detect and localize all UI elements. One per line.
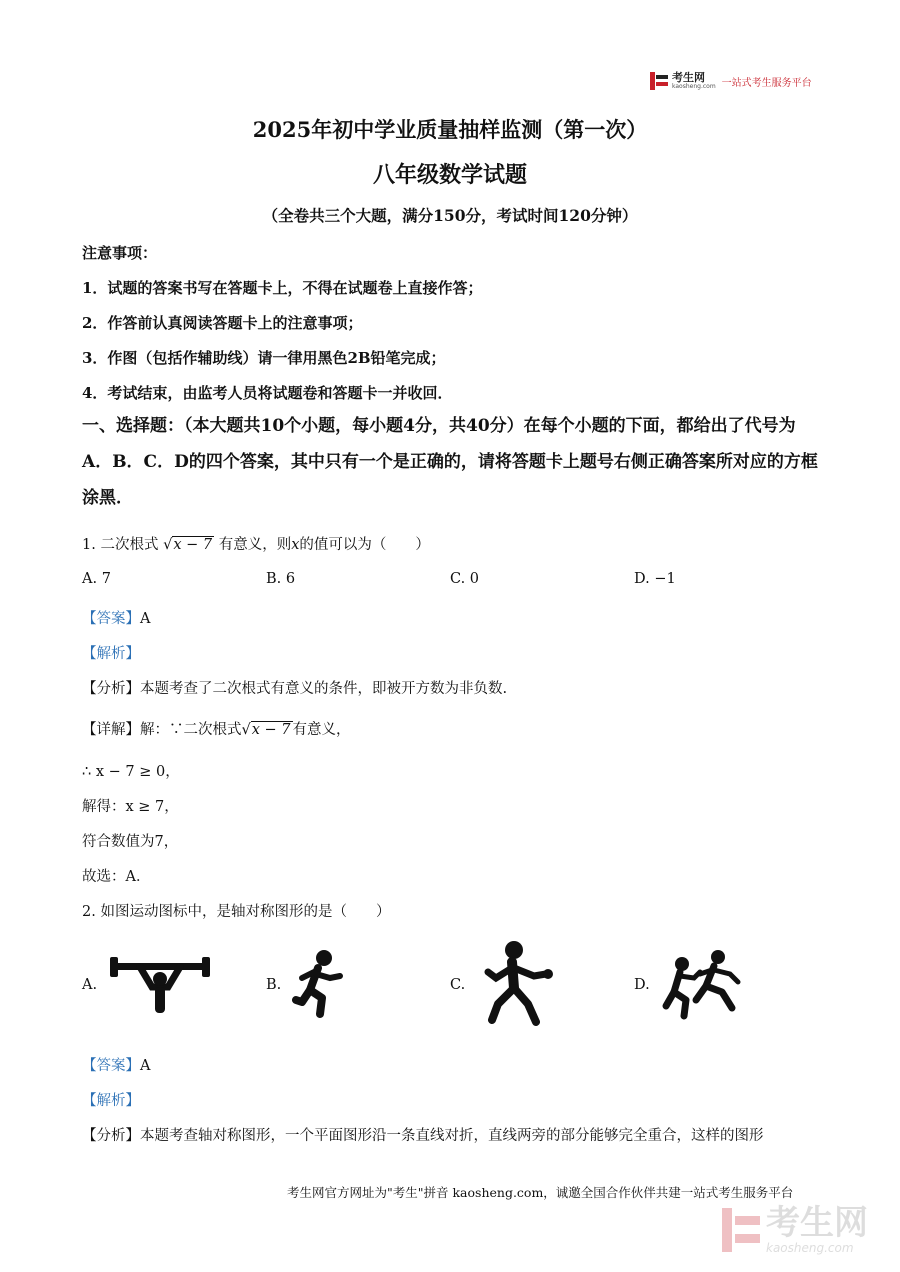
q1-step-4: 故选：A． — [82, 869, 151, 885]
radical-sign: √ — [163, 537, 173, 553]
watermark-logo-icon — [722, 1208, 760, 1252]
logo-slogan: 一站式考生服务平台 — [721, 77, 812, 89]
q1-suffix2: 的值可以为（ ） — [299, 537, 430, 553]
q1-var: x — [291, 537, 300, 553]
fenxi-text: 本题考查轴对称图形，一个平面图形沿一条直线对折，直线两旁的部分能够完全重合，这样的图形 — [140, 1128, 764, 1144]
two-runners-icon — [660, 948, 742, 1020]
boxer-icon — [484, 940, 556, 1026]
fenxi-tag: 【分析】 — [82, 681, 140, 697]
page-footer: 考生网官方网址为"考生"拼音 kaosheng.com，诚邀全国合作伙伴共建一站式考生服务平台 — [287, 1185, 794, 1200]
q1-option-a: A. 7 — [82, 571, 111, 587]
q1-step-1: ∴ x − 7 ≥ 0， — [82, 764, 180, 780]
logo-name: 考生网 — [672, 71, 705, 84]
q2-label-a: A. — [82, 977, 98, 993]
watermark — [722, 1205, 868, 1255]
fenxi-tag: 【分析】 — [82, 1128, 140, 1144]
kaosheng-logo-icon — [650, 72, 668, 90]
question-2-stem: 2. 如图运动图标中，是轴对称图形的是（ ） — [82, 904, 391, 920]
q1-detail — [82, 718, 351, 739]
q1-suffix: 有意义，则 — [218, 537, 292, 553]
runner-icon — [292, 948, 348, 1020]
weightlifter-icon — [110, 955, 210, 1017]
logo-url: kaosheng.com — [672, 83, 716, 90]
answer-value: A — [140, 1058, 151, 1074]
q1-radicand: x − 7 — [173, 537, 213, 553]
subject-title: 八年级数学试题 — [372, 162, 527, 188]
fenxi-text: 本题考查了二次根式有意义的条件，即被开方数为非负数. — [140, 681, 508, 697]
q1-option-d: D. −1 — [634, 571, 676, 587]
answer-tag: 【答案】 — [82, 611, 140, 627]
detail-radicand: x − 7 — [251, 722, 291, 738]
q2-answer — [82, 1054, 150, 1075]
q1-option-b: B. 6 — [266, 571, 296, 587]
answer-value: A — [140, 611, 151, 627]
q1-fenxi — [82, 677, 507, 698]
notice-item: 4．考试结束，由监考人员将试题卷和答题卡一并收回． — [82, 384, 453, 402]
q2-label-d: D. — [634, 977, 650, 993]
header-logo — [650, 72, 812, 90]
watermark-url: kaosheng.com — [766, 1241, 854, 1255]
q1-step-2: 解得：x ≥ 7， — [82, 799, 179, 815]
q1-option-c: C. 0 — [450, 571, 480, 587]
exam-note: （全卷共三个大题，满分150分，考试时间120分钟） — [262, 206, 638, 225]
q2-fenxi — [82, 1124, 764, 1145]
notice-heading: 注意事项： — [82, 244, 158, 262]
detail-prefix: 解：∵二次根式 — [140, 722, 242, 738]
q2-label-b: B. — [266, 977, 282, 993]
watermark-name: 考生网 — [766, 1203, 868, 1243]
exam-title: 2025年初中学业质量抽样监测（第一次） — [252, 117, 648, 142]
answer-tag: 【答案】 — [82, 1058, 140, 1074]
q2-label-c: C. — [450, 977, 466, 993]
q1-prefix: 1. 二次根式 — [82, 537, 159, 553]
section-one-instructions: 一、选择题：（本大题共10个小题，每小题4分，共40分）在每个小题的下面，都给出了代号为A．B．C．D的四个答案，其中只有一个是正确的，请将答题卡上题号右侧正确答案所对应的方框涂黑． — [82, 416, 818, 508]
q2-analysis-tag: 【解析】 — [82, 1093, 140, 1109]
detail-suffix: 有意义， — [292, 722, 351, 738]
q1-analysis-tag: 【解析】 — [82, 646, 140, 662]
notice-item: 1．试题的答案书写在答题卡上，不得在试题卷上直接作答； — [82, 279, 483, 297]
q1-answer — [82, 607, 150, 628]
notice-item: 2．作答前认真阅读答题卡上的注意事项； — [82, 314, 363, 332]
q1-step-3: 符合数值为7， — [82, 834, 179, 850]
detail-tag: 【详解】 — [82, 722, 140, 738]
question-1-stem — [82, 533, 430, 554]
radical-sign: √ — [241, 722, 251, 738]
notice-item: 3．作图（包括作辅助线）请一律用黑色2B铅笔完成； — [82, 349, 446, 367]
